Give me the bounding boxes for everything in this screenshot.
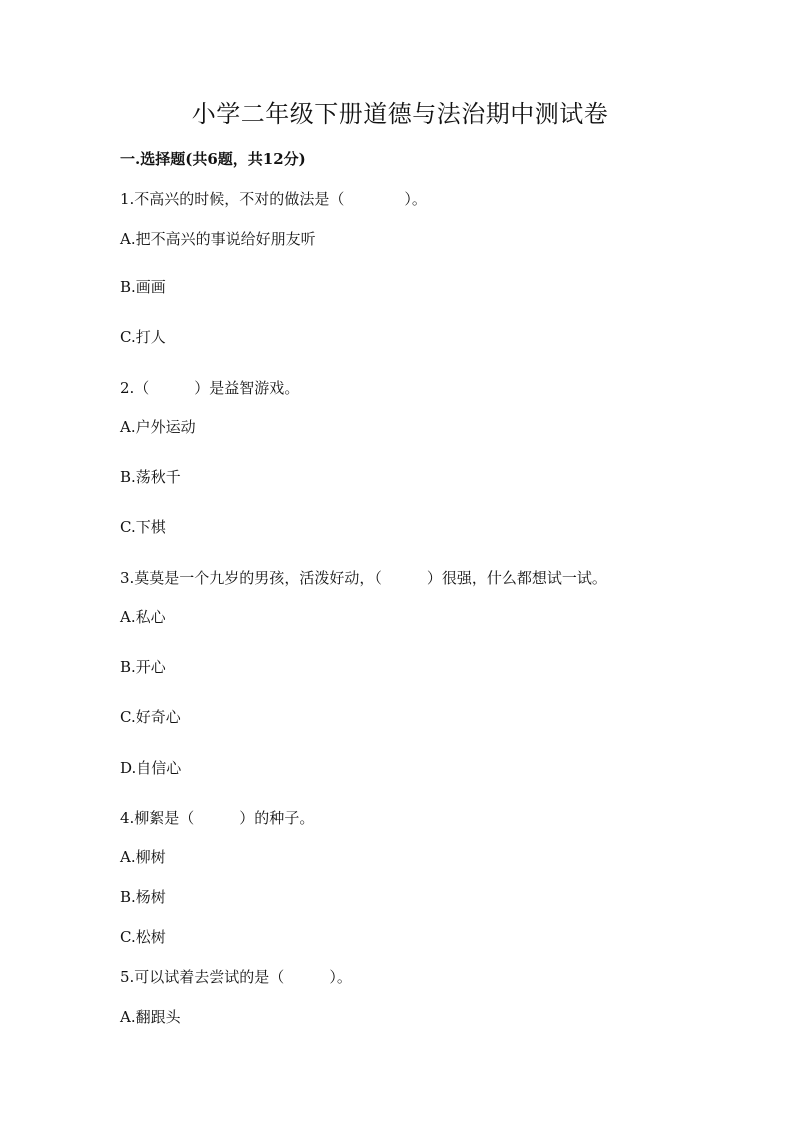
question-5-option-a: A.翻跟头 <box>120 1008 181 1026</box>
question-4-option-c: C.松树 <box>120 928 166 946</box>
question-2-option-c: C.下棋 <box>120 518 166 536</box>
question-3-option-d: D.自信心 <box>120 759 182 777</box>
question-4-option-b: B.杨树 <box>120 888 166 906</box>
page-title: 小学二年级下册道德与法治期中测试卷 <box>191 100 609 128</box>
question-2-option-b: B.荡秋千 <box>120 468 181 486</box>
question-1-option-b: B.画画 <box>120 278 166 296</box>
question-3-option-b: B.开心 <box>120 658 166 676</box>
question-1-option-c: C.打人 <box>120 328 166 346</box>
question-2-stem: 2.（ ）是益智游戏。 <box>120 379 300 397</box>
question-3-option-a: A.私心 <box>120 608 166 626</box>
question-1-option-a: A.把不高兴的事说给好朋友听 <box>120 230 316 248</box>
question-4-option-a: A.柳树 <box>120 848 166 866</box>
question-5-stem: 5.可以试着去尝试的是（ ）。 <box>120 968 352 986</box>
question-3-stem: 3.莫莫是一个九岁的男孩，活泼好动，（ ）很强，什么都想试一试。 <box>120 569 607 587</box>
question-1-stem: 1.不高兴的时候，不对的做法是（ ）。 <box>120 190 427 208</box>
question-3-option-c: C.好奇心 <box>120 708 181 726</box>
question-2-option-a: A.户外运动 <box>120 418 196 436</box>
question-4-stem: 4.柳絮是（ ）的种子。 <box>120 809 315 827</box>
section-heading: 一.选择题(共6题，共12分) <box>120 150 306 168</box>
